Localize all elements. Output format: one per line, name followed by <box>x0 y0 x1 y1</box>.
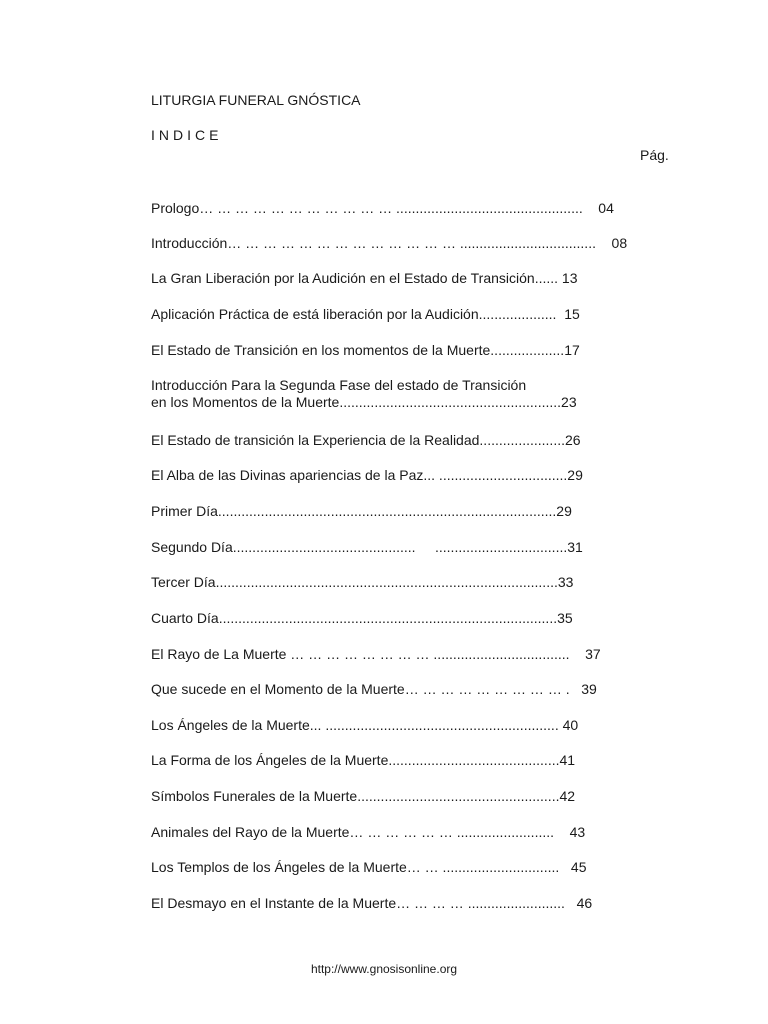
toc-entry: El Alba de las Divinas apariencias de la Paz... .................................29 <box>151 467 583 483</box>
document-title: LITURGIA FUNERAL GNÓSTICA <box>151 92 361 108</box>
footer-url: http://www.gnosisonline.org <box>310 962 458 976</box>
toc-entry: Segundo Día............................................... ..................................31 <box>151 539 583 555</box>
toc-entry: El Estado de transición la Experiencia de la Realidad......................26 <box>151 432 581 448</box>
toc-entry: Tercer Día........................................................................................33 <box>151 574 574 590</box>
toc-entry: Primer Día.......................................................................................29 <box>151 503 572 519</box>
toc-entry: El Rayo de La Muerte … … … … … … … … ................................... 37 <box>151 646 601 662</box>
index-heading: INDICE <box>151 127 223 143</box>
toc-entry: Símbolos Funerales de la Muerte....................................................42 <box>151 788 576 804</box>
toc-entry: Que sucede en el Momento de la Muerte… … … … … … … … … . 39 <box>151 681 597 697</box>
toc-entry: Aplicación Práctica de está liberación por la Audición.................... 15 <box>151 306 580 322</box>
toc-entry: Prologo… … … … … … … … … … … ................................................ 04 <box>151 200 614 216</box>
toc-entry: La Forma de los Ángeles de la Muerte............................................41 <box>151 752 576 768</box>
toc-entry: El Estado de Transición en los momentos de la Muerte...................17 <box>151 342 580 358</box>
toc-entry: Los Templos de los Ángeles de la Muerte… … .............................. 45 <box>151 859 587 875</box>
page-column-header: Pág. <box>640 147 669 163</box>
toc-entry: El Desmayo en el Instante de la Muerte… … … … ......................... 46 <box>151 895 593 911</box>
toc-entry: Cuarto Día.......................................................................................35 <box>151 610 573 626</box>
toc-entry: Los Ángeles de la Muerte... ............................................................ 40 <box>151 717 579 733</box>
toc-entry: La Gran Liberación por la Audición en el Estado de Transición...... 13 <box>151 270 578 286</box>
toc-entry: Animales del Rayo de la Muerte… … … … … … ......................... 43 <box>151 824 586 840</box>
toc-entry: Introducción Para la Segunda Fase del estado de Transición en los Momentos de la Muerte.........................................................23 <box>151 377 577 410</box>
toc-entry: Introducción… … … … … … … … … … … … … ................................... 08 <box>151 235 628 251</box>
